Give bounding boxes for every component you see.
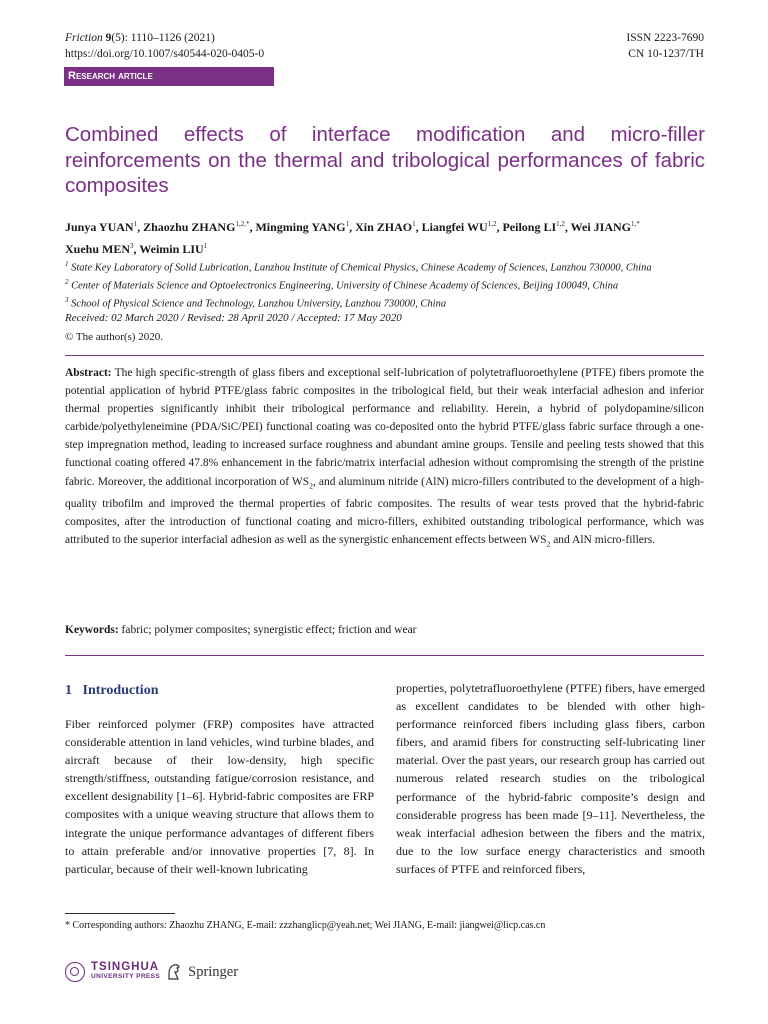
springer-horse-icon xyxy=(166,963,182,981)
abstract-top-rule xyxy=(65,355,704,356)
tsinghua-seal-icon xyxy=(65,962,85,982)
publisher-logos xyxy=(65,958,238,986)
author-affiliation-sup: 1 xyxy=(345,220,350,228)
abstract-label: Abstract: xyxy=(65,367,112,379)
tsinghua-logo: TSINGHUA UNIVERSITY PRESS xyxy=(91,961,161,980)
author-affiliation-sup: 1 xyxy=(203,242,208,250)
footnote-rule xyxy=(65,913,175,914)
author-name: Wei JIANG xyxy=(570,220,632,234)
author-name: Mingming YANG xyxy=(255,220,346,234)
springer-logo: Springer xyxy=(188,963,239,980)
article-dates: Received: 02 March 2020 / Revised: 28 April 2020 / Accepted: 17 May 2020 xyxy=(65,312,402,324)
journal-name: Friction xyxy=(65,32,103,44)
author-affiliation-sup: 1,2 xyxy=(487,220,497,228)
copyright: © The author(s) 2020. xyxy=(65,331,163,343)
doi-link[interactable]: https://doi.org/10.1007/s40544-020-0405-0 xyxy=(65,48,265,60)
author-name: Peilong LI xyxy=(502,220,557,234)
abstract-bottom-rule xyxy=(65,655,704,656)
affiliation-2: $^2$ Center of Materials Science and Optoelectronics Engineering, University of Chinese Academy of Sciences, Beijing 100049, China xyxy=(65,278,619,292)
affiliation-1: $^1$ State Key Laboratory of Solid Lubrication, Lanzhou Institute of Chemical Physics, Chinese Academy of Sciences, Lanzhou 730000, China xyxy=(65,260,652,274)
journal-volume: 9 xyxy=(105,32,112,44)
journal-ids xyxy=(626,30,704,62)
author-name: Zhaozhu ZHANG xyxy=(143,220,236,234)
affiliation-3: $^3$ School of Physical Science and Technology, Lanzhou University, Lanzhou 730000, China xyxy=(65,296,447,310)
journal-citation xyxy=(65,30,264,62)
author-affiliation-sup: 1,2,* xyxy=(235,220,250,228)
keywords: Keywords: fabric; polymer composites; synergistic effect; friction and wear xyxy=(65,624,417,636)
author-affiliation-sup: 1 xyxy=(412,220,416,228)
author-affiliation-sup: 1,2 xyxy=(556,220,565,228)
keywords-label: Keywords: xyxy=(65,624,119,636)
footnote: * Corresponding authors: Zhaozhu ZHANG, E-mail: zzzhanglicp@yeah.net; Wei JIANG, E-mail: jiangwei@licp.cas.cn xyxy=(65,920,546,931)
author-name: Xuehu MEN xyxy=(65,242,131,256)
section-heading xyxy=(65,683,158,699)
journal-issue-pages: (5): 1110–1126 (2021) xyxy=(111,32,215,44)
body-column-right: properties, polytetrafluoroethylene (PTFE) fibers, have emerged as excellent candidates to be blended with other high-performance reinforced fibers including glass fibers, carbon fibers, and aramid fibers for constructing self-lubricating liner material. Over the past years, our research group has carried out numerous related research studies on the tribological performance of the hybrid-fabric composite’s design and considerable progress has been made [9–11]. Nevertheless, the weak interfacial adhesion between the fibers and the matrix, due to the low surface energy characteristics and smooth surfaces of PTFE and reinforced fibers, xyxy=(396,681,705,876)
article-type-banner: Research article xyxy=(64,67,274,86)
author-name: Xin ZHAO xyxy=(355,220,413,234)
author-name: Liangfei WU xyxy=(421,220,488,234)
author-affiliation-sup: 1 xyxy=(133,220,138,228)
author-list: Junya YUAN$^1$, Zhaozhu $ZHANG^{1,2,*}$, Mingming YANG$^1$, Xin ZHAO$^1$, Liangfei WU$^{1,2}$, Peilong LI$^{1,2}$, Wei $JIANG^{1,*}$ Xuehu MEN$^3$, Weimin LIU$^1$ xyxy=(65,220,640,256)
abstract: Abstract: The high specific-strength of glass fibers and exceptional self-lubrication of polytetrafluoroethylene (PTFE) fibers promote the potential application of hybrid PTFE/glass fabric composites in the tribological field, but their weak interfacial adhesion and inferior thermal properties significantly inhibit their tribological performance and reliability. Herein, a hybrid of polydopamine/silicon carbide/polyethyleneimine (PDA/SiC/PEI) functional coating was co-deposited onto the hybrid PTFE/glass fabric surface through a one-step impregnation method, leading to increased surface roughness and abundant amine groups. Tensile and peeling tests showed that this functional coating offered 47.8% enhancement in the fabric/matrix interfacial adhesion without compromising the strength of the pristine fabric. Moreover, the additional incorporation of $WS_2$, and aluminum nitride (AlN) micro-fillers contributed to the development of a high-quality tribofilm and improved the thermal properties of fabric composites. The results of wear tests proved that the hybrid-fabric composites, after the introduction of functional coating and micro-fillers, exhibited outstanding tribological performance, which was attributed to the superior interfacial adhesion as well as the synergistic enhancement effects between $WS_2$ and AlN micro-fillers. xyxy=(65,367,704,549)
body-column-left: Fiber reinforced polymer (FRP) composites have attracted considerable attention in land vehicles, wind turbine blades, and aircraft because of their low-density, high specific strength/stiffness, outstanding fatigue/corrosion resistance, and excellent designability [1–6]. Hybrid-fabric composites are FRP composites with a unique weaving structure that allows them to integrate the unique performance advantages of different fibers to attain preferable and/or innovative properties [7, 8]. In particular, because of their well-known lubricating xyxy=(65,717,374,876)
section-title: Introduction xyxy=(82,683,159,698)
author-name: Junya YUAN xyxy=(65,220,134,234)
issn: ISSN 2223-7690 xyxy=(626,32,704,44)
section-number: 1 xyxy=(65,683,72,698)
cn-number: CN 10-1237/TH xyxy=(628,48,704,60)
author-name: Weimin LIU xyxy=(139,242,204,256)
article-title: Combined effects of interface modification and micro-filler reinforcements on the thermal and tribological performances of fabric composites xyxy=(65,123,705,197)
author-affiliation-sup: 3 xyxy=(130,242,134,250)
author-affiliation-sup: 1,* xyxy=(631,220,640,228)
